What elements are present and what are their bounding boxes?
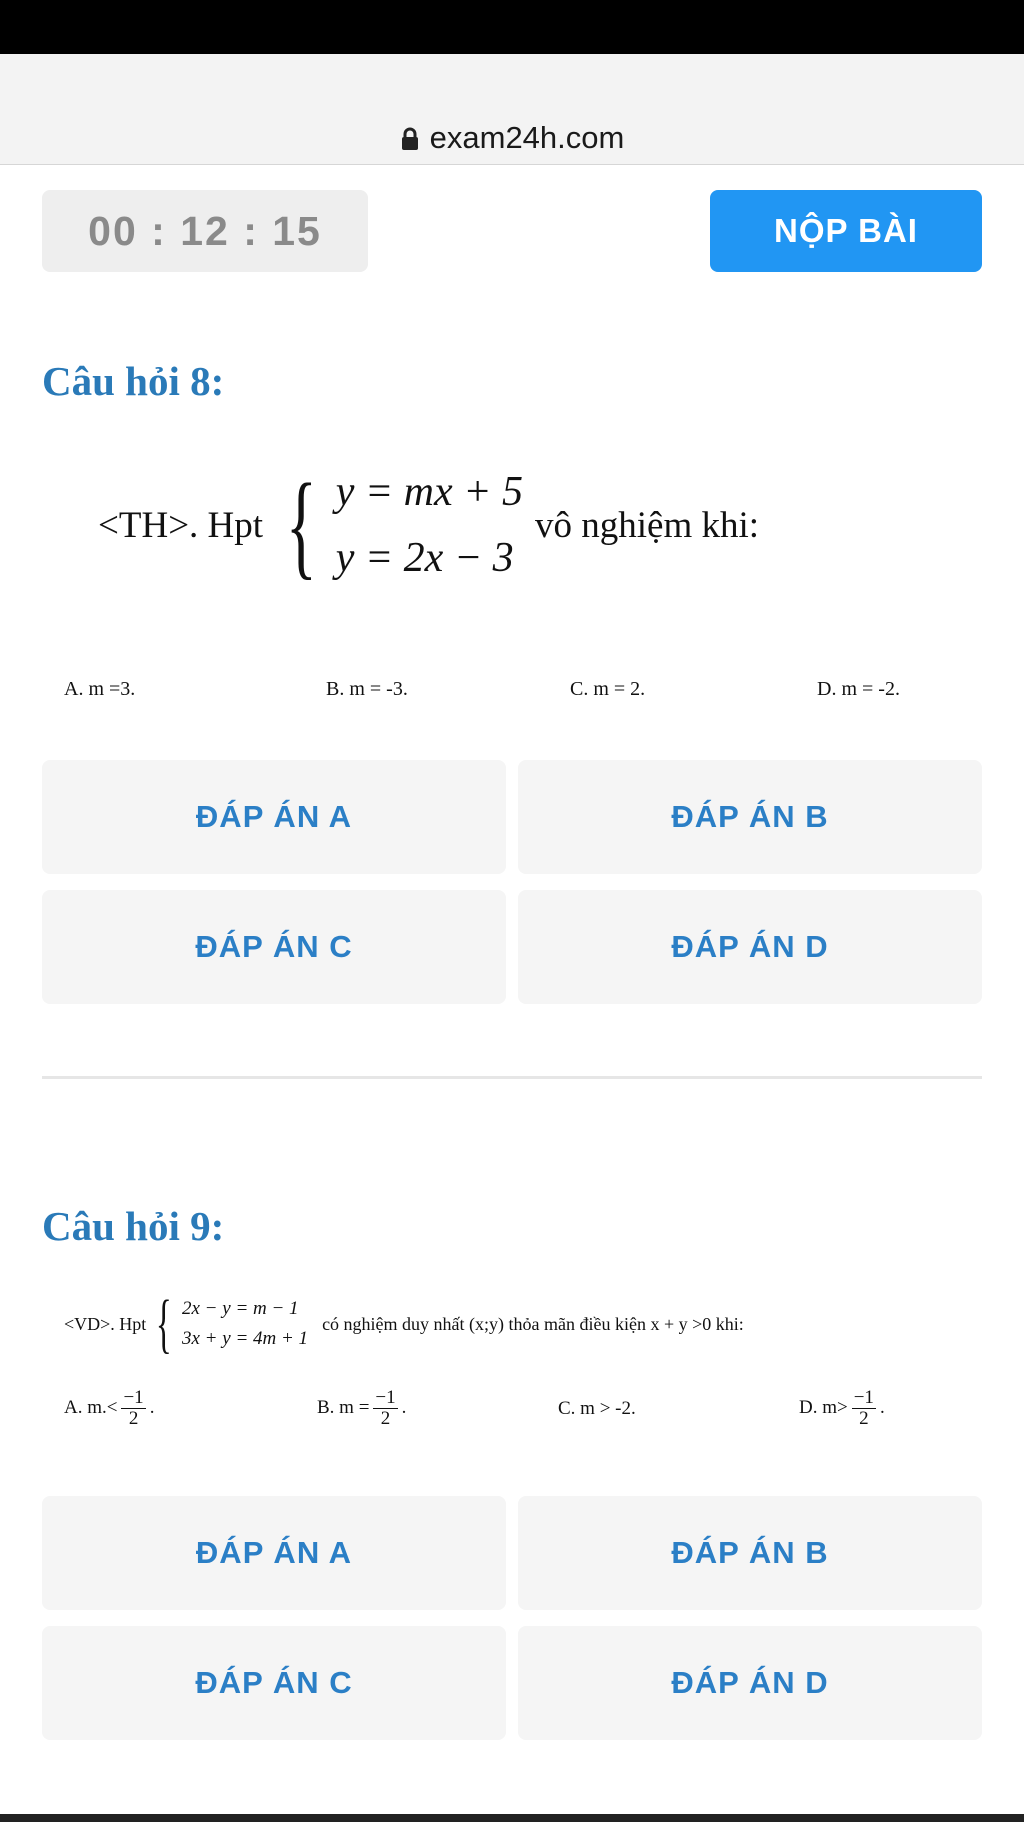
option-a-end: . xyxy=(149,1396,155,1418)
equation-system xyxy=(336,459,523,591)
question-8-stem xyxy=(98,455,759,595)
countdown-timer: 00 : 12 : 15 xyxy=(42,190,368,272)
equation-line-2: y = 2x − 3 xyxy=(335,535,514,581)
url-display[interactable] xyxy=(0,120,1024,159)
equation-line-2: 3x + y = 4m + 1 xyxy=(182,1328,309,1349)
option-d xyxy=(799,1388,885,1429)
answer-a-button[interactable]: ĐÁP ÁN A xyxy=(42,760,506,874)
equation-line-1: 2x − y = m − 1 xyxy=(182,1298,299,1319)
equation-system xyxy=(182,1294,308,1354)
answer-b-button[interactable]: ĐÁP ÁN B xyxy=(518,760,982,874)
divider xyxy=(42,1076,982,1079)
bottom-edge xyxy=(0,1814,1024,1822)
option-a xyxy=(64,1388,154,1429)
status-bar xyxy=(0,0,1024,54)
question-9-title: Câu hỏi 9: xyxy=(42,1203,225,1249)
option-b xyxy=(317,1388,406,1429)
equation-line-1: y = mx + 5 xyxy=(335,469,524,515)
option-c: C. m = 2. xyxy=(570,678,646,700)
option-c: C. m > -2. xyxy=(558,1398,636,1419)
question-8-title: Câu hỏi 8: xyxy=(42,358,225,404)
system-brace: { xyxy=(156,1287,173,1360)
submit-button[interactable]: NỘP BÀI xyxy=(710,190,982,272)
answer-c-button[interactable]: ĐÁP ÁN C xyxy=(42,1626,506,1740)
option-a-label: A. m.< xyxy=(64,1396,118,1418)
url-text: exam24h.com xyxy=(429,120,625,155)
answer-b-button[interactable]: ĐÁP ÁN B xyxy=(518,1496,982,1610)
option-d-label: D. m> xyxy=(799,1396,848,1418)
option-d-end: . xyxy=(879,1396,885,1418)
fraction-denominator: 2 xyxy=(128,1407,139,1429)
option-b-end: . xyxy=(401,1396,407,1418)
question-9-prefix: <VD>. Hpt xyxy=(64,1313,147,1334)
fraction xyxy=(373,1388,397,1429)
option-d: D. m = -2. xyxy=(817,678,900,700)
answer-a-button[interactable]: ĐÁP ÁN A xyxy=(42,1496,506,1610)
answer-d-button[interactable]: ĐÁP ÁN D xyxy=(518,890,982,1004)
question-8-prefix: <TH>. Hpt xyxy=(98,504,264,546)
option-b: B. m = -3. xyxy=(326,678,408,700)
question-8-suffix: vô nghiệm khi: xyxy=(535,504,760,546)
option-a: A. m =3. xyxy=(64,678,136,700)
address-bar[interactable] xyxy=(0,54,1024,165)
fraction xyxy=(852,1388,876,1429)
question-9-suffix: có nghiệm duy nhất (x;y) thỏa mãn điều kiện x + y >0 khi: xyxy=(322,1313,744,1334)
fraction-denominator: 2 xyxy=(859,1407,869,1429)
option-b-label: B. m = xyxy=(317,1396,370,1418)
system-brace: { xyxy=(285,459,317,590)
answer-c-button[interactable]: ĐÁP ÁN C xyxy=(42,890,506,1004)
answer-d-button[interactable]: ĐÁP ÁN D xyxy=(518,1626,982,1740)
fraction-numerator: −1 xyxy=(853,1387,874,1408)
fraction-denominator: 2 xyxy=(380,1407,391,1429)
fraction-numerator: −1 xyxy=(123,1387,144,1408)
lock-icon xyxy=(400,123,420,159)
fraction xyxy=(121,1388,145,1429)
fraction-numerator: −1 xyxy=(375,1387,396,1408)
question-9-stem xyxy=(64,1285,744,1363)
